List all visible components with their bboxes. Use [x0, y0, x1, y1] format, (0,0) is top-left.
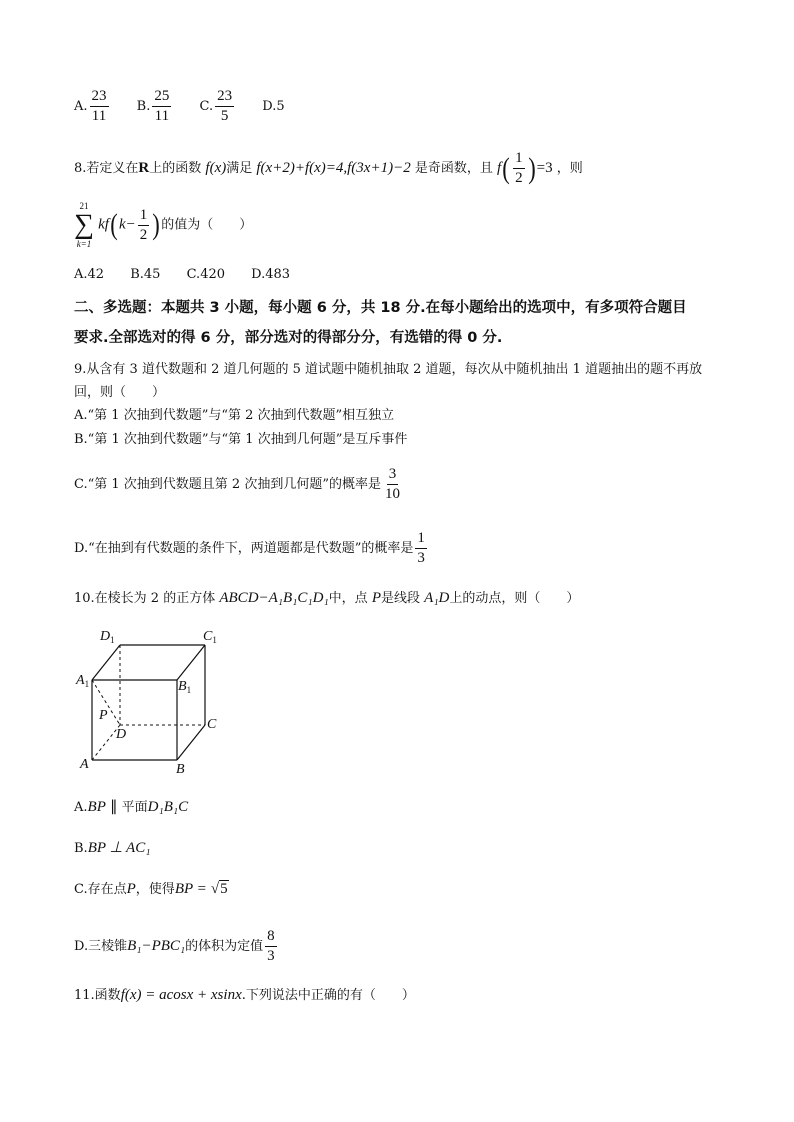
fraction: $\frac{3}{10}$ — [384, 466, 400, 502]
sqrt-expression: √5 — [210, 881, 228, 897]
q8-option-d: D.483 — [251, 267, 291, 282]
label-d1: $D_1$ — [100, 629, 115, 645]
q8-stem: 8.若定义在R上的函数 f(x)满足 f(x+2)+f(x)=4,f(3x+1)−2 是奇函数，且 f( $\frac{1}{2}$ )=3 ，则 — [74, 150, 583, 186]
q9-option-c: C.“第 1 次抽到代数题且第 2 次抽到几何题”的概率是 $\frac{3}{10}$ — [74, 466, 400, 502]
q11-stem: 11.函数f(x) = acosx + xsinx.下列说法中正确的有（ ） — [74, 987, 415, 1003]
edge-c-b — [177, 725, 205, 760]
summation-symbol: 21 ∑ k=1 — [74, 201, 94, 249]
label-c1: $C_1$ — [203, 629, 217, 645]
q8-options — [74, 265, 312, 285]
section-heading-line2: 要求.全部选对的得 6 分，部分选对的得部分分，有选错的得 0 分. — [74, 330, 503, 346]
q7-options — [74, 88, 307, 125]
fraction: $\frac{8}{3}$ — [267, 928, 275, 964]
q9-stem-line1: 9.从含有 3 道代数题和 2 道几何题的 5 道试题中随机抽取 2 道题，每次从中随机抽出 1 道题抽出的题不再放 — [74, 362, 703, 377]
q9-option-b: B.“第 1 次抽到代数题”与“第 1 次抽到几何题”是互斥事件 — [74, 432, 408, 447]
q7-option-a: A. $\frac{23}{11}$ — [74, 88, 107, 124]
q9-option-d: D.“在抽到有代数题的条件下，两道题都是代数题”的概率是 $\frac{1}{3}$ — [74, 530, 425, 566]
label-b: B — [176, 762, 185, 777]
q10-option-b: B.BP ⊥ AC₁ — [74, 840, 151, 856]
edge-a1-d1 — [92, 645, 120, 680]
q10-option-d: D.三棱锥B₁−PBC₁的体积为定值 $\frac{8}{3}$ — [74, 928, 275, 964]
fraction: $\frac{1}{2}$ — [139, 206, 148, 243]
label-b1: $B_1$ — [178, 679, 192, 695]
label-d: D — [116, 727, 127, 742]
fraction: $\frac{1}{2}$ — [515, 150, 523, 186]
q8-sum-expression: 21 ∑ k=1 kf(k− $\frac{1}{2}$ )的值为（ ） — [74, 201, 253, 249]
cube-figure — [70, 620, 230, 780]
q8-option-b: B.45 — [130, 267, 161, 282]
fraction: $\frac{25}{11}$ — [154, 88, 170, 124]
fraction: $\frac{23}{11}$ — [91, 88, 107, 124]
fraction: $\frac{1}{3}$ — [417, 530, 425, 566]
section-heading-line1: 二、多选题：本题共 3 小题，每小题 6 分，共 18 分.在每小题给出的选项中，有多项符合题目 — [74, 300, 687, 316]
q7-option-b: B. $\frac{25}{11}$ — [136, 88, 170, 124]
label-c: C — [207, 717, 217, 732]
q9-stem-line2: 回，则（ ） — [74, 385, 166, 400]
q10-option-c: C.存在点P，使得BP = √5 — [74, 881, 228, 897]
fraction: $\frac{23}{5}$ — [217, 88, 233, 124]
edge-c1-b1 — [177, 645, 205, 680]
q8-option-a: A.42 — [74, 267, 105, 282]
label-p: P — [99, 708, 108, 723]
q7-option-d: D.5 — [262, 99, 285, 114]
q7-option-c: C. $\frac{23}{5}$ — [199, 88, 233, 124]
q9-option-a: A.“第 1 次抽到代数题”与“第 2 次抽到代数题”相互独立 — [74, 408, 395, 423]
label-a1: $A_1$ — [76, 673, 90, 689]
label-a: A — [80, 757, 89, 772]
q10-option-a: A.BP ∥ 平面D₁B₁C — [74, 799, 189, 815]
q8-option-c: C.420 — [186, 267, 226, 282]
q10-stem: 10.在棱长为 2 的正方体 ABCD−A₁B₁C₁D₁中，点 P是线段 A₁D上的动点，则（ ） — [74, 590, 580, 606]
